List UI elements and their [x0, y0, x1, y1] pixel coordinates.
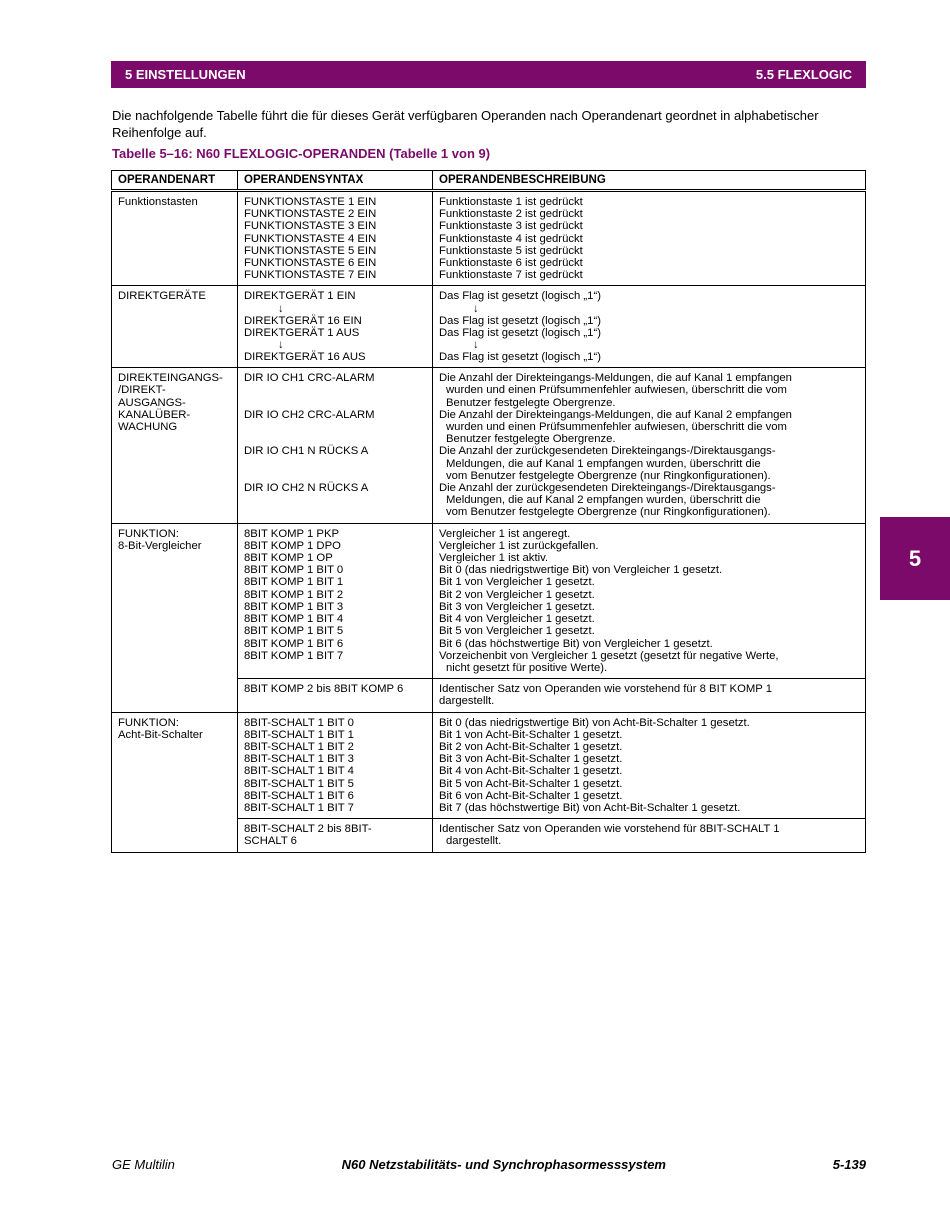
description-line: Bit 6 (das höchstwertige Bit) von Vergleicher 1 gesetzt.: [439, 637, 713, 650]
operand-type-line: KANALÜBER-: [118, 408, 191, 421]
description-line: Bit 0 (das niedrigstwertige Bit) von Acht-Bit-Schalter 1 gesetzt.: [439, 716, 750, 729]
operand-description-cell: [433, 712, 866, 819]
syntax-line: 8BIT KOMP 1 BIT 2: [244, 588, 344, 601]
description-line: Die Anzahl der Direkteingangs-Meldungen, die auf Kanal 2 empfangen: [439, 408, 792, 421]
description-line: Bit 6 von Acht-Bit-Schalter 1 gesetzt.: [439, 789, 623, 802]
syntax-line: DIR IO CH1 CRC-ALARM: [244, 372, 375, 385]
table-caption: Tabelle 5–16: N60 FLEXLOGIC-OPERANDEN (Tabelle 1 von 9): [112, 146, 491, 161]
syntax-line: 8BIT-SCHALT 1 BIT 1: [244, 728, 354, 741]
syntax-line: SCHALT 6: [244, 835, 297, 848]
description-line: Vorzeichenbit von Vergleicher 1 gesetzt (gesetzt für negative Werte,: [439, 649, 779, 662]
syntax-line: 8BIT KOMP 2 bis 8BIT KOMP 6: [244, 683, 404, 696]
description-line: Identischer Satz von Operanden wie vorstehend für 8BIT-SCHALT 1: [439, 823, 780, 836]
down-arrow-icon: ↓: [473, 302, 479, 315]
syntax-line: DIR IO CH1 N RÜCKS A: [244, 445, 369, 458]
operand-syntax-cell: [238, 286, 433, 368]
footer-company: GE Multilin: [112, 1157, 175, 1172]
syntax-line: DIREKTGERÄT 1 EIN: [244, 290, 356, 303]
column-header-description: OPERANDENBESCHREIBUNG: [433, 171, 866, 191]
syntax-line: 8BIT-SCHALT 1 BIT 7: [244, 801, 354, 814]
section-title: 5.5 FLEXLOGIC: [755, 67, 852, 82]
column-header-type: OPERANDENART: [112, 171, 238, 191]
syntax-line: FUNKTIONSTASTE 1 EIN: [244, 196, 377, 208]
footer-document-title: N60 Netzstabilitäts- und Synchrophasormesssystem: [341, 1157, 666, 1172]
syntax-line: 8BIT KOMP 1 BIT 3: [244, 600, 344, 613]
syntax-line: 8BIT KOMP 1 DPO: [244, 539, 341, 552]
table-row: [112, 286, 866, 368]
operand-type-cell: [112, 191, 238, 286]
syntax-line: DIR IO CH2 CRC-ALARM: [244, 408, 375, 421]
operand-description-cell: [433, 286, 866, 368]
description-line: Das Flag ist gesetzt (logisch „1“): [439, 351, 601, 364]
description-line: vom Benutzer festgelegte Obergrenze (nur Ringkonfigurationen).: [446, 506, 771, 519]
operand-description-cell: [433, 523, 866, 678]
syntax-line: FUNKTIONSTASTE 6 EIN: [244, 257, 377, 270]
description-line: dargestellt.: [446, 835, 502, 848]
section-header-bar: [111, 61, 866, 88]
syntax-line: FUNKTIONSTASTE 5 EIN: [244, 244, 377, 257]
table-header-row: [112, 171, 866, 191]
table-row: [112, 191, 866, 286]
description-line: dargestellt.: [439, 695, 495, 708]
description-line: Funktionstaste 7 ist gedrückt: [439, 269, 583, 282]
description-line: Bit 2 von Vergleicher 1 gesetzt.: [439, 588, 595, 601]
description-line: wurden und einen Prüfsummenfehler aufwiesen, überschritt die vom: [446, 421, 787, 434]
syntax-line: 8BIT-SCHALT 1 BIT 4: [244, 765, 354, 778]
operand-syntax-cell: [238, 523, 433, 678]
operand-syntax-cell: [238, 679, 433, 712]
description-line: Funktionstaste 1 ist gedrückt: [439, 196, 583, 208]
description-line: Vergleicher 1 ist aktiv.: [439, 552, 549, 565]
operand-syntax-cell: [238, 368, 433, 523]
syntax-line: 8BIT-SCHALT 1 BIT 6: [244, 789, 354, 802]
syntax-line: 8BIT-SCHALT 1 BIT 2: [244, 740, 354, 753]
syntax-line: DIREKTGERÄT 1 AUS: [244, 326, 360, 339]
description-line: Meldungen, die auf Kanal 2 empfangen wurden, überschritt die: [446, 494, 761, 507]
operand-description-cell: [433, 368, 866, 523]
syntax-line: FUNKTIONSTASTE 3 EIN: [244, 220, 377, 233]
syntax-line: 8BIT KOMP 1 OP: [244, 552, 333, 565]
table-row: [112, 712, 866, 819]
syntax-line: FUNKTIONSTASTE 7 EIN: [244, 269, 377, 282]
syntax-line: 8BIT KOMP 1 BIT 6: [244, 637, 344, 650]
syntax-line: 8BIT-SCHALT 1 BIT 3: [244, 753, 354, 766]
operand-type-line: FUNKTION:: [118, 716, 179, 729]
description-line: Meldungen, die auf Kanal 1 empfangen wurden, überschritt die: [446, 457, 761, 470]
description-line: Identischer Satz von Operanden wie vorstehend für 8 BIT KOMP 1: [439, 683, 773, 696]
description-line: vom Benutzer festgelegte Obergrenze (nur Ringkonfigurationen).: [446, 469, 771, 482]
down-arrow-icon: ↓: [473, 339, 479, 352]
description-line: Benutzer festgelegte Obergrenze.: [446, 396, 616, 409]
operand-syntax-cell: [238, 819, 433, 852]
description-line: Bit 4 von Acht-Bit-Schalter 1 gesetzt.: [439, 765, 623, 778]
description-line: Bit 7 (das höchstwertige Bit) von Acht-Bit-Schalter 1 gesetzt.: [439, 801, 741, 814]
description-line: Vergleicher 1 ist angeregt.: [439, 527, 571, 540]
syntax-line: 8BIT KOMP 1 BIT 0: [244, 564, 344, 577]
operand-type-cell: [112, 286, 238, 368]
operand-description-cell: [433, 679, 866, 712]
operand-syntax-cell: [238, 712, 433, 819]
operand-description-cell: [433, 819, 866, 852]
description-line: Bit 4 von Vergleicher 1 gesetzt.: [439, 613, 595, 626]
syntax-line: 8BIT KOMP 1 BIT 5: [244, 625, 344, 638]
description-line: Das Flag ist gesetzt (logisch „1“): [439, 326, 601, 339]
table-row: [112, 523, 866, 678]
syntax-line: 8BIT KOMP 1 BIT 4: [244, 613, 344, 626]
description-line: Das Flag ist gesetzt (logisch „1“): [439, 314, 601, 327]
operand-type-cell: [112, 712, 238, 852]
syntax-line: DIREKTGERÄT 16 EIN: [244, 314, 362, 327]
down-arrow-icon: ↓: [278, 302, 284, 315]
operand-syntax-cell: [238, 191, 433, 286]
column-header-syntax: OPERANDENSYNTAX: [238, 171, 433, 191]
operand-type-line: Acht-Bit-Schalter: [118, 728, 203, 741]
syntax-line: FUNKTIONSTASTE 2 EIN: [244, 208, 377, 221]
description-line: Bit 5 von Vergleicher 1 gesetzt.: [439, 625, 595, 638]
operand-type-cell: [112, 368, 238, 523]
description-line: Die Anzahl der Direkteingangs-Meldungen, die auf Kanal 1 empfangen: [439, 372, 792, 385]
description-line: Bit 1 von Acht-Bit-Schalter 1 gesetzt.: [439, 728, 623, 741]
description-line: Funktionstaste 4 ist gedrückt: [439, 232, 583, 245]
syntax-line: DIR IO CH2 N RÜCKS A: [244, 481, 369, 494]
description-line: Bit 5 von Acht-Bit-Schalter 1 gesetzt.: [439, 777, 623, 790]
operand-type: DIREKTGERÄTE: [118, 290, 206, 303]
down-arrow-icon: ↓: [278, 339, 284, 352]
operand-type-line: DIREKTEINGANGS-: [118, 372, 223, 385]
syntax-line: DIREKTGERÄT 16 AUS: [244, 351, 366, 364]
chapter-side-tab: 5: [880, 517, 950, 600]
operand-type-line: AUSGANGS-: [118, 396, 186, 409]
description-line: Funktionstaste 6 ist gedrückt: [439, 257, 583, 270]
description-line: Funktionstaste 3 ist gedrückt: [439, 220, 583, 233]
description-line: Funktionstaste 2 ist gedrückt: [439, 208, 583, 221]
operand-table: [111, 170, 866, 853]
table-row: [112, 368, 866, 523]
syntax-line: 8BIT KOMP 1 BIT 7: [244, 649, 344, 662]
operand-type-line: WACHUNG: [118, 421, 178, 434]
operand-type-cell: [112, 523, 238, 712]
description-line: Funktionstaste 5 ist gedrückt: [439, 244, 583, 257]
description-line: Die Anzahl der zurückgesendeten Direkteingangs-/Direktausgangs-: [439, 445, 776, 458]
description-line: Benutzer festgelegte Obergrenze.: [446, 433, 616, 446]
operand-type-line: FUNKTION:: [118, 527, 179, 540]
intro-paragraph: Die nachfolgende Tabelle führt die für dieses Gerät verfügbaren Operanden nach Operandenart geordnet in alphabetischer Reihenfolge auf.: [112, 108, 819, 140]
footer-page-number: 5-139: [832, 1157, 866, 1172]
description-line: Bit 3 von Vergleicher 1 gesetzt.: [439, 600, 595, 613]
operand-type: Funktionstasten: [118, 196, 198, 208]
syntax-line: FUNKTIONSTASTE 4 EIN: [244, 232, 377, 245]
description-line: Das Flag ist gesetzt (logisch „1“): [439, 290, 601, 303]
syntax-line: 8BIT-SCHALT 1 BIT 5: [244, 777, 354, 790]
syntax-line: 8BIT KOMP 1 PKP: [244, 527, 340, 540]
operand-type-line: 8-Bit-Vergleicher: [118, 539, 202, 552]
operand-description-cell: [433, 191, 866, 286]
description-line: Vergleicher 1 ist zurückgefallen.: [439, 539, 599, 552]
page-footer: [112, 1157, 866, 1172]
operand-type-line: /DIREKT-: [118, 384, 166, 397]
syntax-line: 8BIT KOMP 1 BIT 1: [244, 576, 344, 589]
syntax-line: 8BIT-SCHALT 2 bis 8BIT-: [244, 823, 372, 836]
description-line: Bit 0 (das niedrigstwertige Bit) von Vergleicher 1 gesetzt.: [439, 564, 723, 577]
chapter-title: 5 EINSTELLUNGEN: [125, 67, 246, 82]
description-line: Die Anzahl der zurückgesendeten Direkteingangs-/Direktausgangs-: [439, 482, 776, 495]
description-line: wurden und einen Prüfsummenfehler aufwiesen, überschritt die vom: [446, 384, 787, 397]
syntax-line: 8BIT-SCHALT 1 BIT 0: [244, 716, 354, 729]
description-line: Bit 2 von Acht-Bit-Schalter 1 gesetzt.: [439, 740, 623, 753]
description-line: Bit 3 von Acht-Bit-Schalter 1 gesetzt.: [439, 753, 623, 766]
description-line: nicht gesetzt für positive Werte).: [446, 661, 608, 674]
description-line: Bit 1 von Vergleicher 1 gesetzt.: [439, 576, 595, 589]
